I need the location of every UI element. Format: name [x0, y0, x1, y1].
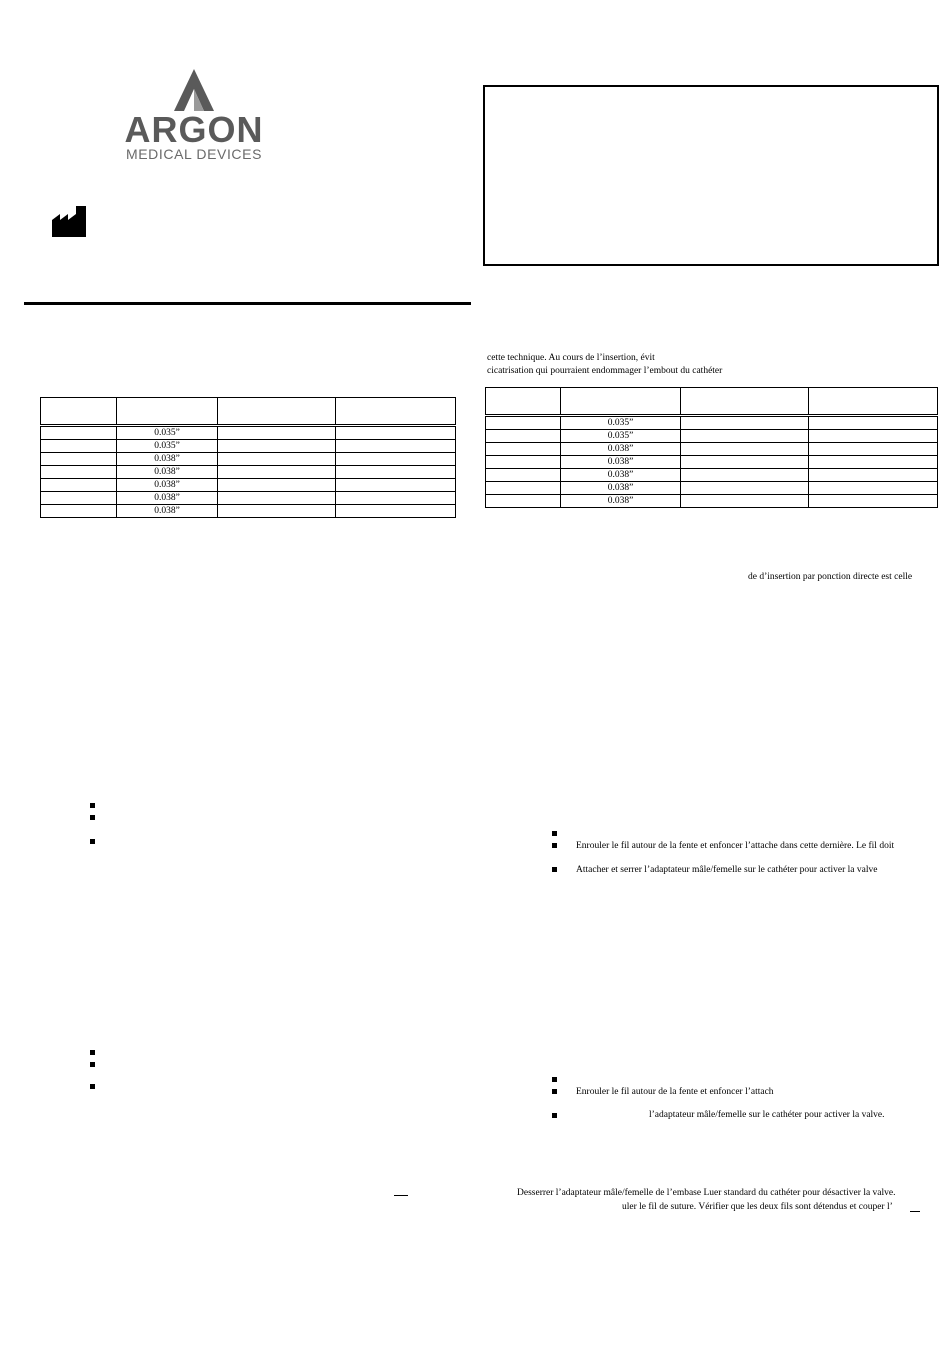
table-cell: 0.038” [561, 469, 681, 482]
table-row [486, 456, 938, 469]
table-cell [41, 492, 117, 505]
brand-name: ARGON [124, 109, 264, 150]
table-cell [336, 440, 456, 453]
table-cell [486, 456, 561, 469]
table-cell [41, 479, 117, 492]
list-item: Attacher et serrer l’adaptateur mâle/femelle sur le cathéter pour activer la valve [576, 865, 878, 875]
table-cell [809, 443, 938, 456]
table-header-cell [809, 388, 938, 416]
table-cell [681, 430, 809, 443]
table-row [486, 482, 938, 495]
table-cell [809, 416, 938, 430]
table-cell: 0.038” [117, 505, 218, 518]
table-cell [218, 492, 336, 505]
table-cell [681, 416, 809, 430]
table-cell [336, 426, 456, 440]
table-cell [218, 505, 336, 518]
brand-subtitle: MEDICAL DEVICES [125, 146, 263, 162]
table-cell [486, 482, 561, 495]
table-cell [681, 482, 809, 495]
table-row [41, 453, 456, 466]
list-bullet [90, 815, 95, 820]
list-bullet [90, 1050, 95, 1055]
table-cell: 0.035” [561, 416, 681, 430]
table-cell [809, 430, 938, 443]
list-bullet [552, 831, 557, 836]
table-row [41, 492, 456, 505]
bottom-line-2: uler le fil de suture. Vérifier que les deux fils sont détendus et couper l’ [622, 1202, 893, 1212]
list-item: l’adaptateur mâle/femelle sur le cathéter pour activer la valve. [649, 1110, 885, 1120]
table-cell: 0.035” [561, 430, 681, 443]
table-cell [486, 469, 561, 482]
table-row [486, 430, 938, 443]
table-cell [41, 466, 117, 479]
table-header-row [486, 388, 938, 416]
table-cell: 0.038” [561, 443, 681, 456]
table-cell [218, 426, 336, 440]
table-row [486, 469, 938, 482]
list-bullet [552, 1089, 557, 1094]
list-bullet [552, 1077, 557, 1082]
table-cell [486, 443, 561, 456]
argon-triangle-logo-icon [174, 69, 214, 111]
bottom-line-1: Desserrer l’adaptateur mâle/femelle de l’embase Luer standard du cathéter pour désactiver la valve. [517, 1188, 896, 1198]
notice-box [483, 85, 939, 266]
table-cell [336, 505, 456, 518]
table-row [486, 495, 938, 508]
table-header-cell [41, 398, 117, 426]
table-header-cell [561, 388, 681, 416]
table-row [41, 505, 456, 518]
table-cell [681, 469, 809, 482]
table-cell [218, 440, 336, 453]
table-cell: 0.038” [561, 495, 681, 508]
section-divider [24, 302, 471, 305]
spec-table-left [40, 397, 456, 518]
table-row [41, 426, 456, 440]
table-cell [681, 495, 809, 508]
table-cell [218, 466, 336, 479]
table-row [41, 440, 456, 453]
list-bullet [552, 843, 557, 848]
table-header-cell [218, 398, 336, 426]
table-header-cell [336, 398, 456, 426]
table-header-row [41, 398, 456, 426]
table-cell: 0.038” [561, 456, 681, 469]
list-bullet [90, 839, 95, 844]
table-cell [809, 456, 938, 469]
intro-line-1: cette technique. Au cours de l’insertion, évit [487, 353, 655, 363]
list-bullet [552, 867, 557, 872]
list-bullet [552, 1113, 557, 1118]
table-cell [41, 426, 117, 440]
table-cell [41, 453, 117, 466]
table-cell [809, 482, 938, 495]
table-cell: 0.038” [117, 479, 218, 492]
table-cell [486, 430, 561, 443]
table-cell: 0.038” [561, 482, 681, 495]
table-cell [486, 416, 561, 430]
direct-puncture-text: de d’insertion par ponction directe est celle [748, 572, 913, 582]
table-cell: 0.038” [117, 466, 218, 479]
table-cell [336, 453, 456, 466]
list-item: Enrouler le fil autour de la fente et enfoncer l’attache dans cette dernière. Le fil doit [576, 841, 895, 851]
list-bullet [90, 803, 95, 808]
list-item: Enrouler le fil autour de la fente et enfoncer l’attach [576, 1087, 774, 1097]
table-row [41, 466, 456, 479]
table-cell [681, 456, 809, 469]
list-bullet [90, 1084, 95, 1089]
table-cell [336, 466, 456, 479]
table-cell [41, 440, 117, 453]
table-header-cell [117, 398, 218, 426]
table-header-cell [486, 388, 561, 416]
table-cell: 0.038” [117, 492, 218, 505]
table-cell [486, 495, 561, 508]
table-header-cell [681, 388, 809, 416]
manufacturer-factory-icon [52, 206, 86, 237]
table-cell: 0.038” [117, 453, 218, 466]
intro-line-2: cicatrisation qui pourraient endommager l’embout du cathéter [487, 366, 723, 376]
table-row [486, 416, 938, 430]
table-cell [218, 453, 336, 466]
table-cell [336, 492, 456, 505]
table-row [41, 479, 456, 492]
table-cell [218, 479, 336, 492]
table-cell [681, 443, 809, 456]
table-cell [41, 505, 117, 518]
table-cell [336, 479, 456, 492]
table-cell: 0.035” [117, 426, 218, 440]
list-bullet [90, 1062, 95, 1067]
dash-mark [910, 1211, 920, 1212]
table-cell [809, 495, 938, 508]
spec-table-right [485, 387, 938, 508]
dash-mark [394, 1195, 408, 1196]
table-row [486, 443, 938, 456]
table-cell: 0.035” [117, 440, 218, 453]
table-cell [809, 469, 938, 482]
